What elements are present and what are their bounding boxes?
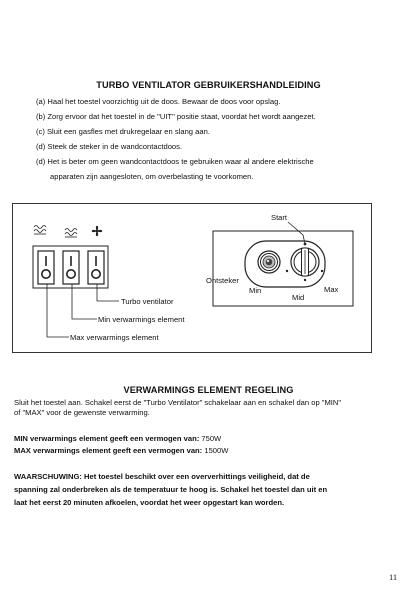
igniter-label: Ontsteker bbox=[206, 276, 239, 285]
warning-block bbox=[14, 470, 327, 509]
max-position-label: Max bbox=[324, 285, 339, 294]
page-number: 11 bbox=[389, 572, 398, 582]
start-label: Start bbox=[271, 213, 288, 222]
turbo-fan-switch[interactable] bbox=[88, 251, 104, 284]
igniter-button[interactable] bbox=[258, 251, 280, 273]
turbo-fan-label: Turbo ventilator bbox=[121, 297, 174, 306]
heat-symbol-icon bbox=[65, 229, 77, 238]
fan-symbol-icon bbox=[92, 226, 103, 237]
min-power-line bbox=[14, 434, 221, 444]
max-element-label: Max verwarmings element bbox=[70, 333, 159, 342]
heat-symbol-icon bbox=[34, 226, 46, 235]
regeling-intro-line-1: Sluit het toestel aan. Schakel eerst de "Turbo Ventilator" schakelaar aan en schakel dan op "MIN" bbox=[14, 398, 342, 407]
step-a: (a) Haal het toestel voorzichtig uit de doos. Bewaar de doos voor opslag. bbox=[36, 97, 281, 106]
step-d: (d) Steek de steker in de wandcontactdoos. bbox=[36, 142, 183, 151]
warning-line-2: spanning zal onderbreken als de temperatuur te hoog is. Schakel het toestel dan uit en bbox=[14, 485, 328, 494]
regeling-intro bbox=[14, 398, 406, 418]
mid-position-label: Mid bbox=[292, 293, 305, 302]
min-element-switch[interactable] bbox=[63, 251, 79, 284]
warning-line-1: WAARSCHUWING: Het toestel beschikt over een oververhittings veiligheid, dat de bbox=[14, 472, 310, 481]
min-element-label: Min verwarmings element bbox=[98, 315, 185, 324]
max-power-line bbox=[14, 446, 228, 456]
min-power-label: MIN verwarmings element geeft een vermogen van: bbox=[14, 434, 200, 443]
warning-line-3: laat het eerst 20 minuten afkoelen, voordat het weer opgestart kan worden. bbox=[14, 498, 285, 507]
step-c: (c) Sluit een gasfles met drukregelaar en slang aan. bbox=[36, 127, 210, 136]
max-power-label: MAX verwarmings element geeft een vermogen van: bbox=[14, 446, 203, 455]
max-power-value: 1500W bbox=[204, 446, 229, 455]
diagram-svg bbox=[13, 204, 371, 352]
min-power-value: 750W bbox=[201, 434, 222, 443]
max-element-switch[interactable] bbox=[38, 251, 54, 284]
control-panel-diagram bbox=[12, 203, 372, 353]
regeling-intro-line-2: of "MAX" voor de gewenste verwarming. bbox=[14, 408, 150, 417]
manual-title: TURBO VENTILATOR GEBRUIKERSHANDLEIDING bbox=[96, 80, 321, 90]
gas-control-knob[interactable] bbox=[291, 248, 319, 276]
min-position-label: Min bbox=[249, 286, 262, 295]
step-e: (d) Het is beter om geen wandcontactdoos te gebruiken waar al andere elektrische bbox=[36, 157, 314, 166]
regeling-title: VERWARMINGS ELEMENT REGELING bbox=[123, 385, 294, 395]
step-e-continued: apparaten zijn aangesloten, om overbelasting te voorkomen. bbox=[50, 172, 254, 181]
step-b: (b) Zorg ervoor dat het toestel in de "UIT" positie staat, voordat het wordt aangezet. bbox=[36, 112, 316, 121]
leader-lines bbox=[47, 284, 119, 337]
